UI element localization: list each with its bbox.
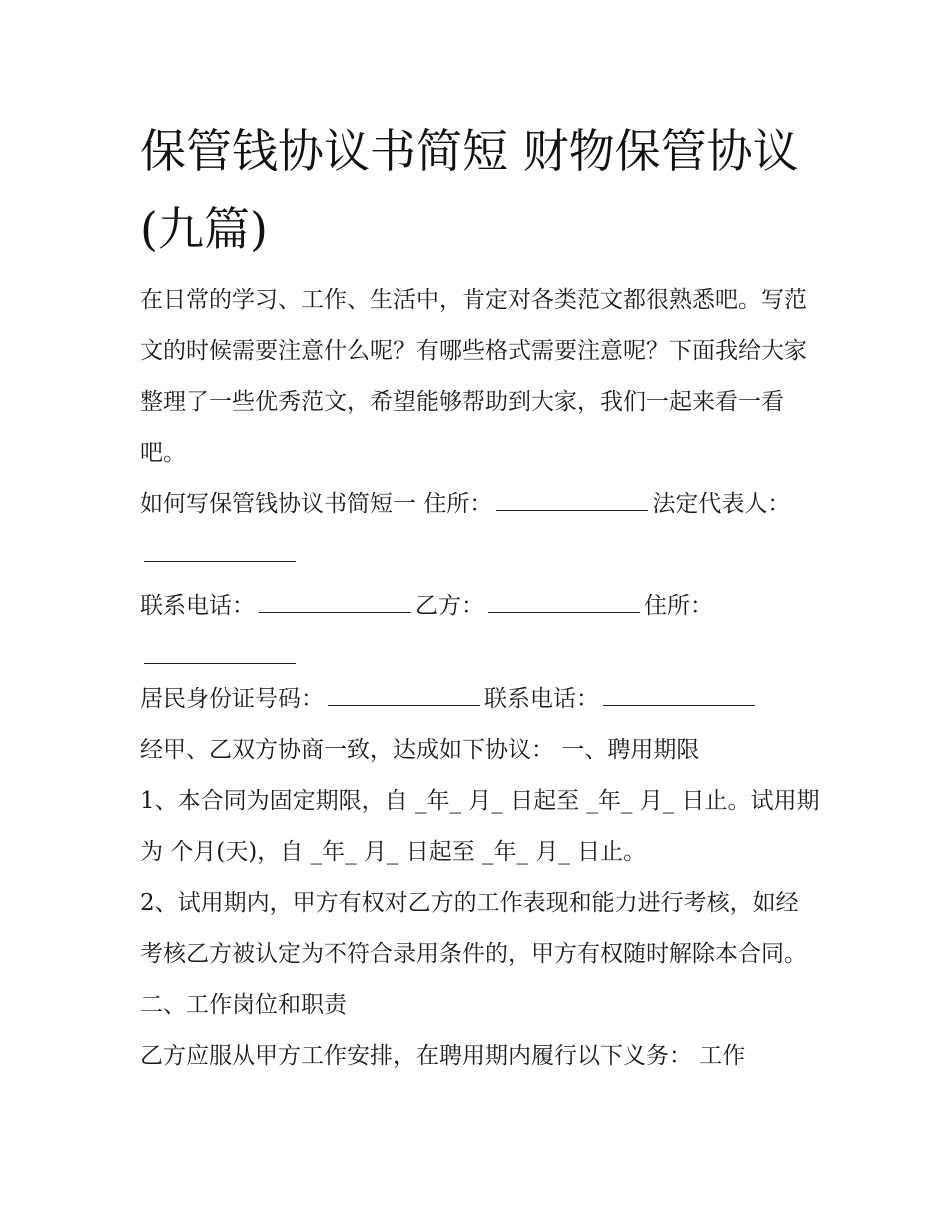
party-b-address-label: 住所： [644,593,713,619]
party-b-address-blank [144,645,296,664]
party-b-phone-label: 联系电话： [484,686,599,712]
phone-blank [259,594,411,613]
agreement-intro [140,725,820,776]
party-b-label: 乙方： [415,593,484,619]
duties-paragraph: 乙方应服从甲方工作安排，在聘用期内履行以下义务： 工作 [140,1043,746,1069]
party-b-blank [488,594,640,613]
clause-2-text: 2、试用期内，甲方有权对乙方的工作表现和能力进行考核，如经考核乙方被认定为不符合录用条件的，甲方有权随时解除本合同。 [140,890,807,967]
clause-1: 1、本合同为固定期限，自 _年_ 月_ 日起至 _年_ 月_ 日止。试用期为 个月(天)，自 _年_ 月_ 日起至 _年_ 月_ 日止。 [140,788,820,865]
id-blank [328,687,480,706]
address-label: 住所： [423,491,493,517]
party-b-info [140,581,820,683]
id-info [140,674,820,725]
intro-paragraph: 在日常的学习、工作、生活中，肯定对各类范文都很熟悉吧。写范文的时候需要注意什么呢？有哪些格式需要注意呢？下面我给大家整理了一些优秀范文，希望能够帮助到大家，我们一起来看一看吧。 [140,287,807,466]
agreement-intro-text: 经甲、乙双方协商一致，达成如下协议： [140,737,554,763]
section-1-title: 一、聘用期限 [561,737,700,763]
section-heading: 如何写保管钱协议书简短一 [140,491,416,517]
clause-2 [140,878,820,1031]
legal-rep-blank [144,543,296,562]
id-label: 居民身份证号码： [140,686,324,712]
section-2-title: 二、工作岗位和职责 [140,992,347,1018]
phone-label: 联系电话： [140,593,255,619]
address-blank [496,492,648,511]
party-b-phone-blank [603,687,755,706]
legal-rep-label: 法定代表人： [652,491,791,517]
party-a-info [140,479,820,581]
document-title: 保管钱协议书简短 财物保管协议(九篇) [140,124,799,256]
